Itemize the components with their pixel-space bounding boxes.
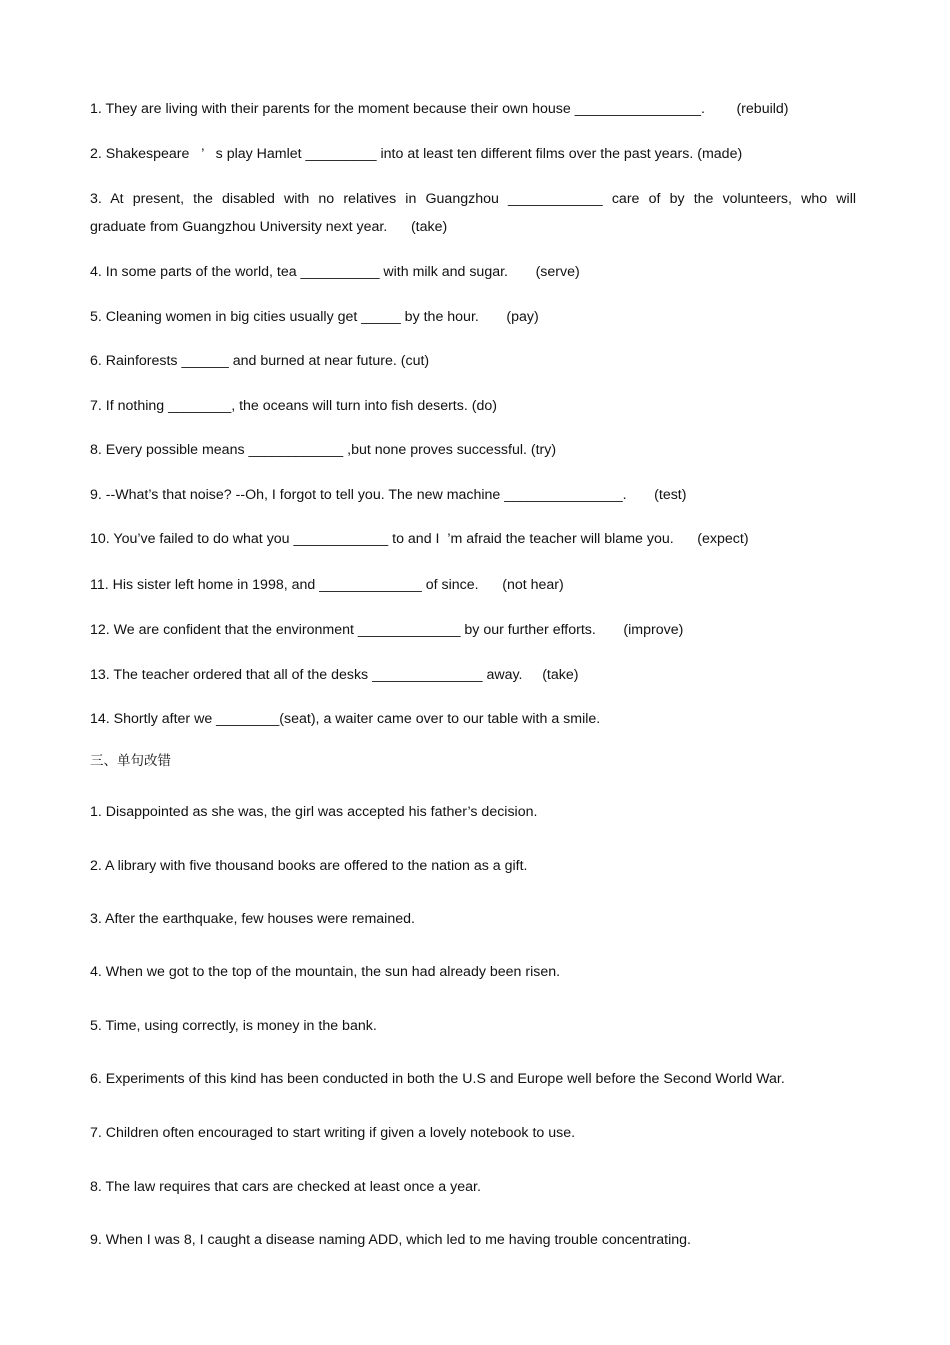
- exercise-item-12: 12. We are confident that the environment _____________ by our further efforts. (improve): [90, 622, 684, 638]
- exercise-item-9: 9. --What’s that noise? --Oh, I forgot to tell you. The new machine _______________. (test): [90, 487, 687, 503]
- exercise-item-5: 5. Cleaning women in big cities usually get _____ by the hour. (pay): [90, 309, 539, 325]
- exercise-item-11: 11. His sister left home in 1998, and _____________ of since. (not hear): [90, 577, 564, 593]
- correction-item-3: 3. After the earthquake, few houses were remained.: [90, 911, 415, 927]
- exercise-item-8: 8. Every possible means ____________ ,but none proves successful. (try): [90, 442, 557, 458]
- correction-item-9: 9. When I was 8, I caught a disease naming ADD, which led to me having trouble concentrating.: [90, 1232, 691, 1248]
- exercise-item-6: 6. Rainforests ______ and burned at near future. (cut): [90, 353, 430, 369]
- correction-item-1: 1. Disappointed as she was, the girl was accepted his father’s decision.: [90, 804, 538, 820]
- exercise-item-3-continued: graduate from Guangzhou University next year. (take): [90, 219, 448, 235]
- exercise-item-2: 2. Shakespeare ’ s play Hamlet _________ into at least ten different films over the past years. (made): [90, 146, 743, 162]
- section-heading: 三、单句改错: [90, 753, 171, 769]
- exercise-item-14: 14. Shortly after we ________(seat), a waiter came over to our table with a smile.: [90, 711, 601, 727]
- correction-item-6: 6. Experiments of this kind has been conducted in both the U.S and Europe well before the Second World War.: [90, 1071, 785, 1087]
- exercise-item-13: 13. The teacher ordered that all of the desks ______________ away. (take): [90, 667, 579, 683]
- correction-item-2: 2. A library with five thousand books are offered to the nation as a gift.: [90, 858, 528, 874]
- correction-item-5: 5. Time, using correctly, is money in the bank.: [90, 1018, 377, 1034]
- correction-item-4: 4. When we got to the top of the mountain, the sun had already been risen.: [90, 964, 561, 980]
- exercise-item-10: 10. You’ve failed to do what you ____________ to and I ’m afraid the teacher will blame you. (expect): [90, 531, 749, 547]
- correction-item-7: 7. Children often encouraged to start writing if given a lovely notebook to use.: [90, 1125, 576, 1141]
- exercise-item-1: 1. They are living with their parents for the moment because their own house ________________. (rebuild): [90, 101, 789, 117]
- exercise-item-4: 4. In some parts of the world, tea __________ with milk and sugar. (serve): [90, 264, 580, 280]
- correction-item-8: 8. The law requires that cars are checked at least once a year.: [90, 1179, 481, 1195]
- exercise-item-7: 7. If nothing ________, the oceans will turn into fish deserts. (do): [90, 398, 497, 414]
- exercise-item-3: 3. At present, the disabled with no relatives in Guangzhou ____________ care of by the volunteers, who will: [90, 191, 856, 207]
